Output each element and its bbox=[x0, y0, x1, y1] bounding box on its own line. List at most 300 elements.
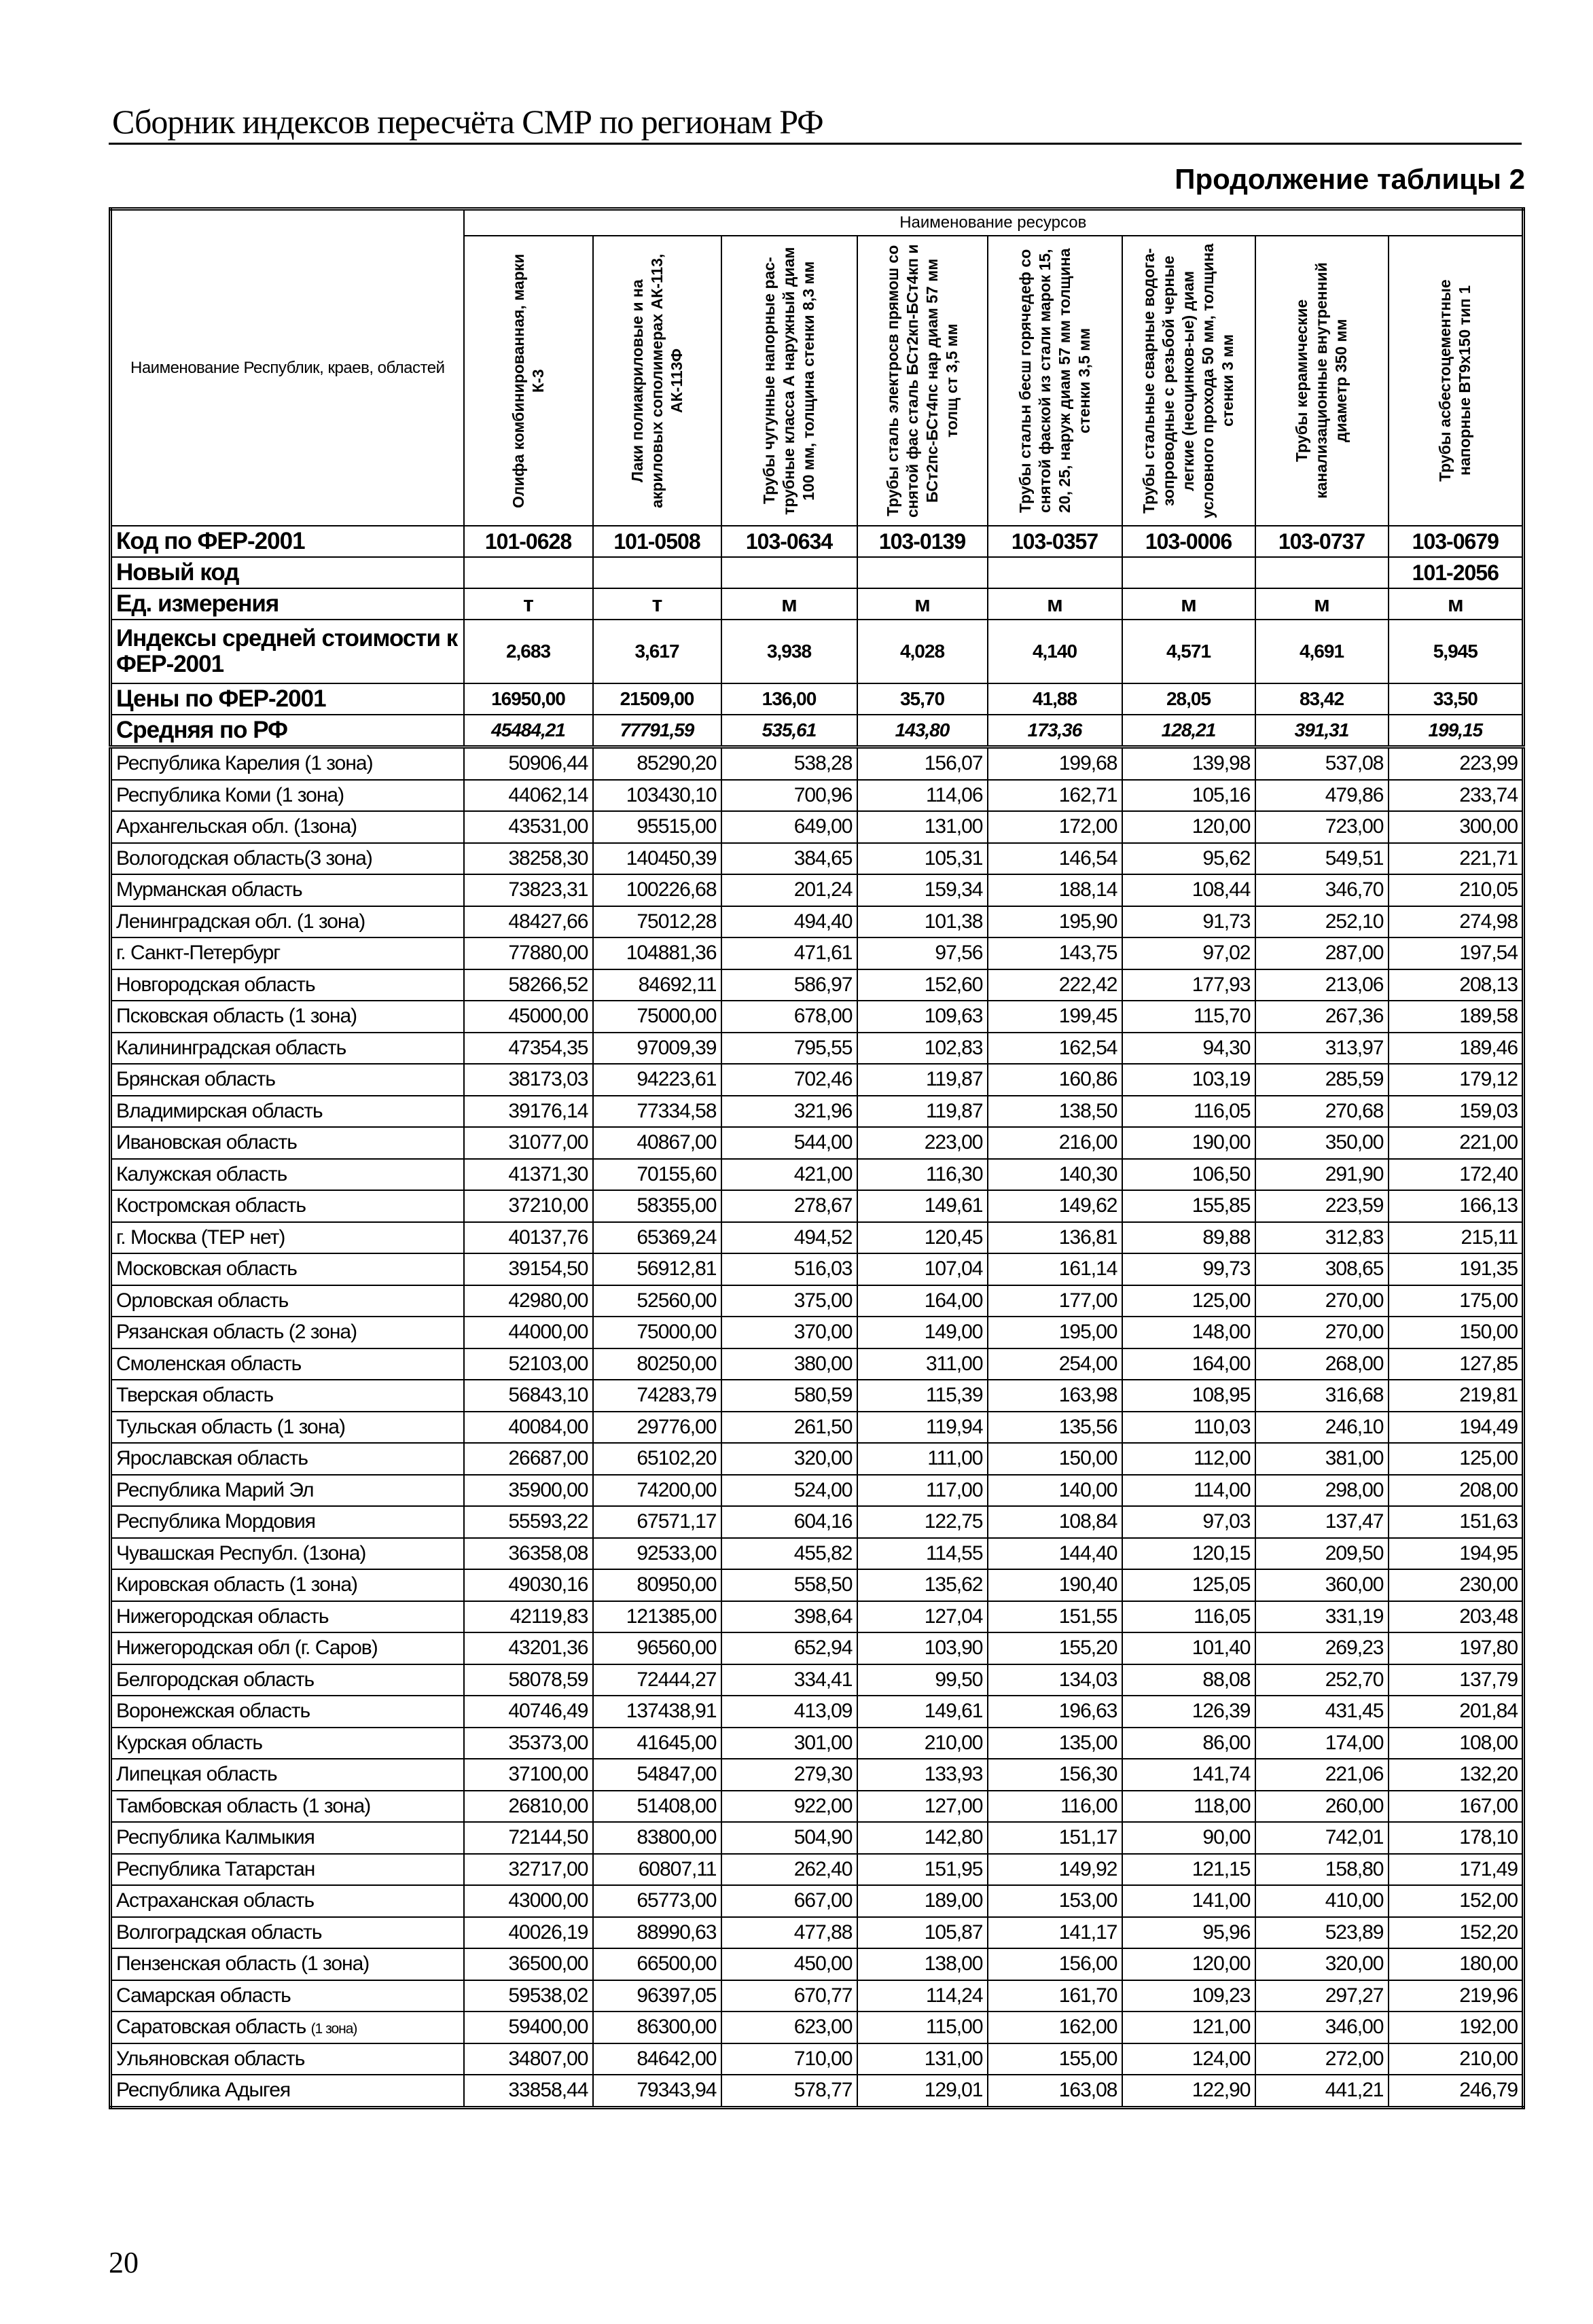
region-name: Тверская область bbox=[116, 1384, 274, 1407]
price-cell: 161,14 bbox=[988, 1253, 1122, 1285]
meta-value: 77791,59 bbox=[593, 715, 721, 747]
price-cell: 74200,00 bbox=[593, 1475, 721, 1507]
resource-column-header bbox=[593, 236, 721, 526]
price-cell: 742,01 bbox=[1255, 1822, 1389, 1854]
table-row bbox=[111, 1033, 1524, 1065]
meta-value: 28,05 bbox=[1122, 683, 1255, 715]
meta-value: м bbox=[857, 588, 988, 620]
meta-value bbox=[721, 557, 857, 588]
price-cell: 135,00 bbox=[988, 1728, 1122, 1759]
price-cell: 155,85 bbox=[1122, 1190, 1255, 1222]
table-row bbox=[111, 1096, 1524, 1128]
page-number: 20 bbox=[109, 2246, 139, 2279]
price-cell: 162,54 bbox=[988, 1033, 1122, 1065]
page-title: Сборник индексов пересчёта СМР по регионам РФ bbox=[112, 103, 823, 141]
price-cell: 125,00 bbox=[1389, 1443, 1524, 1475]
price-cell: 37100,00 bbox=[464, 1759, 593, 1791]
price-cell: 80250,00 bbox=[593, 1348, 721, 1380]
region-name: Курская область bbox=[116, 1731, 262, 1754]
price-cell: 190,00 bbox=[1122, 1127, 1255, 1159]
price-cell: 398,64 bbox=[721, 1601, 857, 1633]
meta-value: м bbox=[1255, 588, 1389, 620]
table-row bbox=[111, 1917, 1524, 1949]
price-cell: 99,73 bbox=[1122, 1253, 1255, 1285]
price-cell: 477,88 bbox=[721, 1917, 857, 1949]
price-cell: 84642,00 bbox=[593, 2043, 721, 2075]
region-name-cell bbox=[111, 1127, 464, 1159]
price-cell: 274,98 bbox=[1389, 906, 1524, 938]
price-cell: 43531,00 bbox=[464, 811, 593, 843]
price-cell: 667,00 bbox=[721, 1885, 857, 1917]
price-cell: 90,00 bbox=[1122, 1822, 1255, 1854]
price-cell: 156,00 bbox=[988, 1948, 1122, 1980]
price-cell: 45000,00 bbox=[464, 1001, 593, 1033]
price-cell: 350,00 bbox=[1255, 1127, 1389, 1159]
resource-column-header bbox=[988, 236, 1122, 526]
region-name: Республика Адыгея bbox=[116, 2079, 291, 2102]
cost-index-row bbox=[111, 620, 1524, 683]
meta-value: м bbox=[1389, 588, 1524, 620]
price-cell: 375,00 bbox=[721, 1285, 857, 1317]
region-name: г. Москва (ТЕР нет) bbox=[116, 1226, 285, 1249]
price-cell: 101,40 bbox=[1122, 1632, 1255, 1664]
meta-value: 4,028 bbox=[857, 620, 988, 683]
price-cell: 201,84 bbox=[1389, 1696, 1524, 1728]
price-cell: 177,00 bbox=[988, 1285, 1122, 1317]
price-cell: 384,65 bbox=[721, 843, 857, 875]
price-cell: 109,23 bbox=[1122, 1980, 1255, 2012]
price-cell: 222,42 bbox=[988, 969, 1122, 1001]
price-cell: 111,00 bbox=[857, 1443, 988, 1475]
price-cell: 261,50 bbox=[721, 1412, 857, 1444]
region-name: Нижегородская область bbox=[116, 1605, 329, 1628]
price-cell: 56843,10 bbox=[464, 1380, 593, 1412]
region-name: Калининградская область bbox=[116, 1036, 346, 1059]
resource-column-header-wrap bbox=[1389, 236, 1522, 525]
region-name-cell bbox=[111, 1601, 464, 1633]
price-cell: 172,00 bbox=[988, 811, 1122, 843]
price-cell: 136,81 bbox=[988, 1222, 1122, 1254]
price-cell: 31077,00 bbox=[464, 1127, 593, 1159]
meta-value: т bbox=[464, 588, 593, 620]
price-cell: 649,00 bbox=[721, 811, 857, 843]
table-row bbox=[111, 1412, 1524, 1444]
price-cell: 144,40 bbox=[988, 1538, 1122, 1570]
price-cell: 42980,00 bbox=[464, 1285, 593, 1317]
price-cell: 35373,00 bbox=[464, 1728, 593, 1759]
price-cell: 94223,61 bbox=[593, 1064, 721, 1096]
price-cell: 216,00 bbox=[988, 1127, 1122, 1159]
region-name: Нижегородская обл (г. Саров) bbox=[116, 1637, 378, 1660]
price-cell: 40137,76 bbox=[464, 1222, 593, 1254]
price-cell: 221,00 bbox=[1389, 1127, 1524, 1159]
price-cell: 494,52 bbox=[721, 1222, 857, 1254]
price-cell: 79343,94 bbox=[593, 2075, 721, 2107]
price-cell: 75000,00 bbox=[593, 1317, 721, 1348]
meta-value: 3,617 bbox=[593, 620, 721, 683]
price-cell: 139,98 bbox=[1122, 747, 1255, 780]
region-name: Чувашская Республ. (1зона) bbox=[116, 1541, 366, 1565]
region-name: Брянская область bbox=[116, 1068, 275, 1091]
price-cell: 270,00 bbox=[1255, 1285, 1389, 1317]
meta-value: 101-2056 bbox=[1389, 557, 1524, 588]
price-cell: 164,00 bbox=[1122, 1348, 1255, 1380]
region-name-cell bbox=[111, 1317, 464, 1348]
region-name-cell bbox=[111, 874, 464, 906]
meta-label: Средняя по РФ bbox=[111, 715, 464, 747]
price-cell: 86,00 bbox=[1122, 1728, 1255, 1759]
price-cell: 138,50 bbox=[988, 1096, 1122, 1128]
price-cell: 223,00 bbox=[857, 1127, 988, 1159]
table-row bbox=[111, 1475, 1524, 1507]
price-cell: 160,86 bbox=[988, 1064, 1122, 1096]
table-row bbox=[111, 1885, 1524, 1917]
price-cell: 301,00 bbox=[721, 1728, 857, 1759]
table-row bbox=[111, 937, 1524, 969]
region-name-cell bbox=[111, 811, 464, 843]
region-name: Самарская область bbox=[116, 1984, 291, 2007]
price-cell: 494,40 bbox=[721, 906, 857, 938]
table-row bbox=[111, 2012, 1524, 2043]
region-name: Республика Марий Эл bbox=[116, 1478, 314, 1501]
region-name-cell bbox=[111, 1096, 464, 1128]
price-cell: 158,80 bbox=[1255, 1854, 1389, 1886]
price-cell: 114,55 bbox=[857, 1538, 988, 1570]
price-cell: 58078,59 bbox=[464, 1664, 593, 1696]
resource-name: Лаки полиакриловые и на акриловых сополимерах АК-113, АК-113Ф bbox=[628, 253, 685, 508]
table-row bbox=[111, 1980, 1524, 2012]
meta-value bbox=[464, 557, 593, 588]
price-cell: 151,55 bbox=[988, 1601, 1122, 1633]
price-cell: 312,83 bbox=[1255, 1222, 1389, 1254]
region-name: Ивановская область bbox=[116, 1131, 297, 1154]
price-cell: 141,74 bbox=[1122, 1759, 1255, 1791]
price-cell: 167,00 bbox=[1389, 1791, 1524, 1823]
price-cell: 109,63 bbox=[857, 1001, 988, 1033]
price-cell: 230,00 bbox=[1389, 1569, 1524, 1601]
region-name: Волгоградская область bbox=[116, 1920, 322, 1944]
region-name: г. Санкт-Петербург bbox=[116, 942, 281, 965]
rf-average-row bbox=[111, 715, 1524, 747]
price-cell: 586,97 bbox=[721, 969, 857, 1001]
price-cell: 441,21 bbox=[1255, 2075, 1389, 2107]
price-cell: 321,96 bbox=[721, 1096, 857, 1128]
region-name: Ярославская область bbox=[116, 1447, 308, 1470]
price-cell: 118,00 bbox=[1122, 1791, 1255, 1823]
price-cell: 431,45 bbox=[1255, 1696, 1389, 1728]
price-cell: 678,00 bbox=[721, 1001, 857, 1033]
price-cell: 421,00 bbox=[721, 1159, 857, 1191]
meta-value: 4,691 bbox=[1255, 620, 1389, 683]
price-cell: 135,62 bbox=[857, 1569, 988, 1601]
region-name-cell bbox=[111, 1948, 464, 1980]
price-cell: 199,68 bbox=[988, 747, 1122, 780]
price-cell: 174,00 bbox=[1255, 1728, 1389, 1759]
price-cell: 262,40 bbox=[721, 1854, 857, 1886]
meta-value: 136,00 bbox=[721, 683, 857, 715]
price-cell: 233,74 bbox=[1389, 780, 1524, 812]
title-divider bbox=[109, 143, 1522, 145]
region-name-cell bbox=[111, 1285, 464, 1317]
price-cell: 108,84 bbox=[988, 1506, 1122, 1538]
meta-value: 2,683 bbox=[464, 620, 593, 683]
price-cell: 55593,22 bbox=[464, 1506, 593, 1538]
price-cell: 171,49 bbox=[1389, 1854, 1524, 1886]
price-cell: 191,35 bbox=[1389, 1253, 1524, 1285]
region-name: Тамбовская область (1 зона) bbox=[116, 1794, 371, 1817]
region-name-cell bbox=[111, 1001, 464, 1033]
price-cell: 108,95 bbox=[1122, 1380, 1255, 1412]
price-cell: 523,89 bbox=[1255, 1917, 1389, 1949]
price-cell: 137,47 bbox=[1255, 1506, 1389, 1538]
region-name-cell bbox=[111, 747, 464, 780]
price-cell: 40026,19 bbox=[464, 1917, 593, 1949]
price-cell: 623,00 bbox=[721, 2012, 857, 2043]
price-cell: 40084,00 bbox=[464, 1412, 593, 1444]
price-cell: 221,06 bbox=[1255, 1759, 1389, 1791]
price-cell: 131,00 bbox=[857, 2043, 988, 2075]
price-cell: 116,05 bbox=[1122, 1601, 1255, 1633]
region-name-cell bbox=[111, 1190, 464, 1222]
price-cell: 102,83 bbox=[857, 1033, 988, 1065]
new-code-row bbox=[111, 557, 1524, 588]
price-cell: 105,31 bbox=[857, 843, 988, 875]
price-cell: 120,00 bbox=[1122, 1948, 1255, 1980]
price-cell: 40746,49 bbox=[464, 1696, 593, 1728]
price-cell: 670,77 bbox=[721, 1980, 857, 2012]
meta-value: 83,42 bbox=[1255, 683, 1389, 715]
price-cell: 544,00 bbox=[721, 1127, 857, 1159]
price-cell: 122,90 bbox=[1122, 2075, 1255, 2107]
table-row bbox=[111, 747, 1524, 780]
table-row bbox=[111, 811, 1524, 843]
price-cell: 246,79 bbox=[1389, 2075, 1524, 2107]
price-cell: 116,00 bbox=[988, 1791, 1122, 1823]
price-cell: 149,00 bbox=[857, 1317, 988, 1348]
price-cell: 114,06 bbox=[857, 780, 988, 812]
price-cell: 223,59 bbox=[1255, 1190, 1389, 1222]
price-cell: 210,05 bbox=[1389, 874, 1524, 906]
price-cell: 115,39 bbox=[857, 1380, 988, 1412]
price-cell: 311,00 bbox=[857, 1348, 988, 1380]
meta-value bbox=[1255, 557, 1389, 588]
price-cell: 103,90 bbox=[857, 1632, 988, 1664]
price-cell: 197,54 bbox=[1389, 937, 1524, 969]
meta-value: м bbox=[721, 588, 857, 620]
meta-value: 16950,00 bbox=[464, 683, 593, 715]
meta-value: 5,945 bbox=[1389, 620, 1524, 683]
price-cell: 287,00 bbox=[1255, 937, 1389, 969]
region-name: Вологодская область(3 зона) bbox=[116, 846, 372, 870]
price-cell: 149,92 bbox=[988, 1854, 1122, 1886]
price-cell: 179,12 bbox=[1389, 1064, 1524, 1096]
resource-name: Трубы стальные сварные водога-зопроводные с резьбой черные легкие (неоцинков-ые) диам условного прохода 50 мм, толщина стенки 3 мм bbox=[1140, 243, 1236, 518]
price-cell: 58355,00 bbox=[593, 1190, 721, 1222]
price-cell: 39176,14 bbox=[464, 1096, 593, 1128]
price-cell: 208,13 bbox=[1389, 969, 1524, 1001]
price-cell: 100226,68 bbox=[593, 874, 721, 906]
meta-value: 199,15 bbox=[1389, 715, 1524, 747]
price-cell: 604,16 bbox=[721, 1506, 857, 1538]
price-cell: 300,00 bbox=[1389, 811, 1524, 843]
price-cell: 163,08 bbox=[988, 2075, 1122, 2107]
table-row bbox=[111, 1854, 1524, 1886]
price-cell: 213,06 bbox=[1255, 969, 1389, 1001]
price-cell: 91,73 bbox=[1122, 906, 1255, 938]
price-cell: 471,61 bbox=[721, 937, 857, 969]
region-name: Республика Карелия (1 зона) bbox=[116, 752, 373, 775]
price-cell: 320,00 bbox=[1255, 1948, 1389, 1980]
region-name: Республика Мордовия bbox=[116, 1510, 315, 1533]
price-cell: 196,63 bbox=[988, 1696, 1122, 1728]
price-cell: 95515,00 bbox=[593, 811, 721, 843]
region-name-cell bbox=[111, 1412, 464, 1444]
region-name-cell bbox=[111, 1696, 464, 1728]
table-row bbox=[111, 1001, 1524, 1033]
meta-value: м bbox=[1122, 588, 1255, 620]
price-cell: 121,00 bbox=[1122, 2012, 1255, 2043]
region-name-cell bbox=[111, 2043, 464, 2075]
table-row bbox=[111, 1253, 1524, 1285]
price-cell: 177,93 bbox=[1122, 969, 1255, 1001]
unit-row bbox=[111, 588, 1524, 620]
price-cell: 516,03 bbox=[721, 1253, 857, 1285]
resource-name: Олифа комбинированная, марки К-3 bbox=[509, 253, 547, 508]
meta-value bbox=[988, 557, 1122, 588]
region-name: Саратовская область bbox=[116, 2016, 306, 2039]
price-cell: 180,00 bbox=[1389, 1948, 1524, 1980]
region-name: Воронежская область bbox=[116, 1700, 310, 1723]
price-cell: 149,61 bbox=[857, 1190, 988, 1222]
table-row bbox=[111, 1759, 1524, 1791]
price-cell: 131,00 bbox=[857, 811, 988, 843]
price-cell: 115,70 bbox=[1122, 1001, 1255, 1033]
table-row bbox=[111, 1822, 1524, 1854]
price-cell: 43000,00 bbox=[464, 1885, 593, 1917]
price-cell: 122,75 bbox=[857, 1506, 988, 1538]
table-row bbox=[111, 874, 1524, 906]
price-cell: 116,05 bbox=[1122, 1096, 1255, 1128]
meta-value: 103-0634 bbox=[721, 526, 857, 557]
price-cell: 710,00 bbox=[721, 2043, 857, 2075]
price-cell: 97,03 bbox=[1122, 1506, 1255, 1538]
price-cell: 152,20 bbox=[1389, 1917, 1524, 1949]
price-cell: 73823,31 bbox=[464, 874, 593, 906]
price-cell: 66500,00 bbox=[593, 1948, 721, 1980]
region-name-cell bbox=[111, 1791, 464, 1823]
price-cell: 120,00 bbox=[1122, 811, 1255, 843]
price-cell: 38173,03 bbox=[464, 1064, 593, 1096]
price-cell: 450,00 bbox=[721, 1948, 857, 1980]
meta-value: 3,938 bbox=[721, 620, 857, 683]
table-row bbox=[111, 1159, 1524, 1191]
region-name: Мурманская область bbox=[116, 878, 302, 901]
price-cell: 124,00 bbox=[1122, 2043, 1255, 2075]
price-cell: 52560,00 bbox=[593, 1285, 721, 1317]
region-name-cell bbox=[111, 2012, 464, 2043]
region-name: Архангельская обл. (1зона) bbox=[116, 815, 357, 838]
resource-column-header bbox=[1255, 236, 1389, 526]
meta-value: 128,21 bbox=[1122, 715, 1255, 747]
resource-name: Трубы керамические канализационные внутренний диаметр 350 мм bbox=[1293, 262, 1350, 499]
region-name: Псковская область (1 зона) bbox=[116, 1005, 357, 1028]
price-cell: 72444,27 bbox=[593, 1664, 721, 1696]
price-cell: 297,27 bbox=[1255, 1980, 1389, 2012]
price-cell: 268,00 bbox=[1255, 1348, 1389, 1380]
price-cell: 141,00 bbox=[1122, 1885, 1255, 1917]
price-cell: 291,90 bbox=[1255, 1159, 1389, 1191]
meta-value: 143,80 bbox=[857, 715, 988, 747]
price-cell: 95,96 bbox=[1122, 1917, 1255, 1949]
region-name: Республика Калмыкия bbox=[116, 1826, 315, 1849]
region-name-cell bbox=[111, 1222, 464, 1254]
price-cell: 32717,00 bbox=[464, 1854, 593, 1886]
price-cell: 50906,44 bbox=[464, 747, 593, 780]
price-cell: 140,30 bbox=[988, 1159, 1122, 1191]
price-cell: 120,45 bbox=[857, 1222, 988, 1254]
price-cell: 104881,36 bbox=[593, 937, 721, 969]
price-cell: 121,15 bbox=[1122, 1854, 1255, 1886]
resource-column-header bbox=[857, 236, 988, 526]
price-cell: 95,62 bbox=[1122, 843, 1255, 875]
price-cell: 127,04 bbox=[857, 1601, 988, 1633]
price-cell: 702,46 bbox=[721, 1064, 857, 1096]
price-cell: 129,01 bbox=[857, 2075, 988, 2107]
price-cell: 194,95 bbox=[1389, 1538, 1524, 1570]
price-cell: 86300,00 bbox=[593, 2012, 721, 2043]
price-cell: 96560,00 bbox=[593, 1632, 721, 1664]
price-cell: 97,56 bbox=[857, 937, 988, 969]
table-row bbox=[111, 1632, 1524, 1664]
price-cell: 195,00 bbox=[988, 1317, 1122, 1348]
price-cell: 114,24 bbox=[857, 1980, 988, 2012]
table-row bbox=[111, 1664, 1524, 1696]
price-cell: 260,00 bbox=[1255, 1791, 1389, 1823]
price-cell: 132,20 bbox=[1389, 1759, 1524, 1791]
price-cell: 121385,00 bbox=[593, 1601, 721, 1633]
price-cell: 410,00 bbox=[1255, 1885, 1389, 1917]
region-name-cell bbox=[111, 1759, 464, 1791]
region-name: Смоленская область bbox=[116, 1352, 302, 1375]
region-name-cell bbox=[111, 2075, 464, 2107]
price-cell: 56912,81 bbox=[593, 1253, 721, 1285]
region-name-cell bbox=[111, 1854, 464, 1886]
price-cell: 97,02 bbox=[1122, 937, 1255, 969]
price-cell: 269,23 bbox=[1255, 1632, 1389, 1664]
region-name: Калужская область bbox=[116, 1162, 287, 1185]
price-cell: 108,44 bbox=[1122, 874, 1255, 906]
price-cell: 504,90 bbox=[721, 1822, 857, 1854]
price-cell: 149,62 bbox=[988, 1190, 1122, 1222]
meta-value: 535,61 bbox=[721, 715, 857, 747]
price-cell: 652,94 bbox=[721, 1632, 857, 1664]
price-cell: 65773,00 bbox=[593, 1885, 721, 1917]
region-name-cell bbox=[111, 1917, 464, 1949]
meta-value: 101-0508 bbox=[593, 526, 721, 557]
meta-value: 391,31 bbox=[1255, 715, 1389, 747]
resource-name: Трубы чугунные напорные рас-трубные класса А наружный диам 100 мм, толщина стенки 8,3 мм bbox=[760, 247, 817, 515]
price-cell: 267,36 bbox=[1255, 1001, 1389, 1033]
price-cell: 163,98 bbox=[988, 1380, 1122, 1412]
price-cell: 316,68 bbox=[1255, 1380, 1389, 1412]
table-row bbox=[111, 1348, 1524, 1380]
price-cell: 215,11 bbox=[1389, 1222, 1524, 1254]
price-cell: 94,30 bbox=[1122, 1033, 1255, 1065]
meta-value: 173,36 bbox=[988, 715, 1122, 747]
meta-label: Новый код bbox=[111, 557, 464, 588]
region-name: Республика Татарстан bbox=[116, 1857, 315, 1880]
region-name-cell bbox=[111, 1664, 464, 1696]
